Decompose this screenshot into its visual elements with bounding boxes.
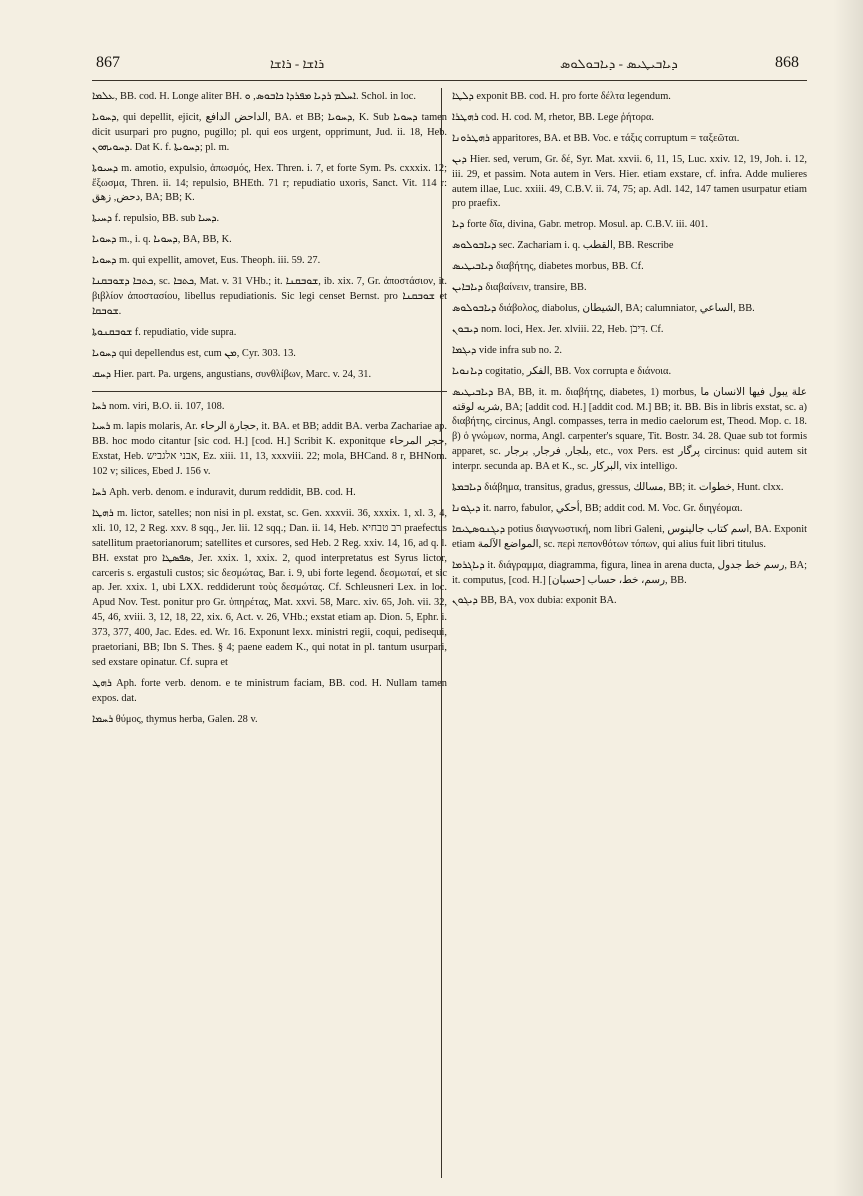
dictionary-entry: ܕܝܢ Hier. sed, verum, Gr. δέ, Syr. Mat. xxvii. 6, 11, 15, Luc. xxiv. 12, 19, Joh. i. 12, iii. 29, et passim. Nota autem in Vers. Hier. etiam exstare, cf. infra. Adde mulieres autem illae, Luc. xxiii. 49, C.B.V. ii. 74, 75; ap. Adl. 142, 147 tamen usurpatur etiam pro praefix. bbox=[452, 153, 807, 210]
page-edge-shadow bbox=[833, 0, 863, 1196]
right-column bbox=[452, 90, 807, 615]
dictionary-entry: ܪܚܐ nom. viri, B.O. ii. 107, 108. bbox=[92, 400, 225, 412]
running-header-right: ܕܝܐܒܝܛܝܣ - ܕܝܐܒܘܠܘܣ bbox=[560, 56, 678, 71]
section-separator bbox=[92, 391, 447, 392]
dictionary-entry: ܪܚܐ Aph. verb. denom. e induravit, durum reddidit, BB. cod. H. bbox=[92, 487, 356, 499]
dictionary-entry: ܪܚܝܐ m. lapis molaris, Ar. حجارة الرحاء, it. BA. et BB; addit BA. verba Zachariae ap. BB. hoc modo citantur [sic cod. H.] [cod. H.] Scribit K. exponitque حجر المرحاء, Exstat, Heb. אבני אלגביש, Ez. xiii. 11, 13, xxxviii. 22; mola, BHCand. 8 r, BHNom. 102 v; silices, Ebed J. 156 v. bbox=[92, 421, 448, 478]
dictionary-entry: ܕܚܝܘܬܐ m. amotio, expulsio, ἀπωσμός, Hex. Thren. i. 7, et forte Sym. Ps. cxxxix. 12; ἔξωσμα, Thren. ii. 14; repulsio, BHEth. 71 r; repudiatio uxoris, Sanct. Vit. 114 r: دحض, زهق, BA; BB; K. bbox=[92, 162, 447, 204]
dictionary-entry: ܕܝܓܡܐ vide infra sub no. 2. bbox=[452, 344, 562, 356]
dictionary-entry: ܪܚܡܐ θύμος, thymus herba, Galen. 28 v. bbox=[92, 713, 258, 725]
dictionary-entry: ܕܠܛܐ exponit BB. cod. H. pro forte δέλτα legendum. bbox=[452, 91, 671, 102]
dictionary-entry: ܕܝܒܘܢ nom. loci, Hex. Jer. xlviii. 22, Heb. דִּיבֹן. Cf. bbox=[452, 323, 664, 335]
dictionary-entry: ܕܝܐܒܘܠܘܣ sec. Zachariam i. q. القطب, BB. Rescribe bbox=[452, 240, 674, 252]
dictionary-entry: ܕܝܓܘܢ BB, BA, vox dubia: exponit BA. bbox=[452, 595, 617, 607]
dictionary-entry: ܕܚܘܝܐ qui depellendus est, cum ܡܢ, Cyr. 303. 13. bbox=[92, 347, 296, 359]
dictionary-entry: ܪܗܛܪܘܢܐ apparitores, BA. et BB. Voc. e τάξις corruptum = ταξεῶται. bbox=[452, 132, 740, 144]
page-number-right: 868 bbox=[775, 54, 799, 71]
dictionary-entry: ܕܚܝܬܐ f. repulsio, BB. sub ܕܚܝܐ. bbox=[92, 213, 220, 225]
dictionary-entry: ܕܚܩ Hier. part. Pa. urgens, angustians, συνθλίβων, Marc. v. 24, 31. bbox=[92, 368, 372, 380]
left-column bbox=[92, 90, 447, 734]
dictionary-entry: ܟܬܒܐ ܕܫܘܒܩܢܐ, sc. ܟܬܒܐ, Mat. v. 31 VHb.; it. ܫܘܒܩܢܐ, ib. xix. 7, Gr. ἀποστάσιον, it. βιβλίον ἀποστασίου, libellus repudiationis. Sic legi censet Bernst. pro ܫܘܒܩܢܐ et ܫܘܒܩܐ. bbox=[92, 276, 448, 317]
dictionary-entry: ܕܝܓܢܘܣܛܝܩܐ potius διαγνωστική, nom libri Galeni, اسم كتاب جالينوس, BA. Exponit etiam المواضع الآلمة, sc. περὶ πεπονθότων τόπων, qui alius fuit libri titulus. bbox=[452, 523, 807, 550]
page-number-left: 867 bbox=[96, 54, 120, 71]
dictionary-entry: ܕܝܐܒܐܝܢ διαβαίνειν, transire, BB. bbox=[452, 282, 587, 294]
dictionary-entry: ܕܝܐܒܝܛܝܣ BA, BB, it. m. διαβήτης, diabetes, 1) morbus, علة يبول فيها الانسان ما شربه لوقته, BA; [addit cod. H.] [addit cod. M.] BB; it. BB. Bis in libris exstat, sc. a) διαβήτης, circinus, Angl. compasses, terra in medio caelorum est, Theod. Mop. c. 18. β) ὁ γνώμων, norma, Angl. carpenter's square, Tit. Bostr. 34. 28. Quae sub tot formis apparet, sc. بلجار, فرجار, برجار, etc., vox Pers. est پرگار circinus: quid autem sit interpr. secunda ap. BA et K., sc. البركار, vix intelligo. bbox=[452, 386, 807, 473]
dictionary-entry: ܕܝܐܒܘܠܘܣ διάβολος, diabolus, الشيطان, BA; calumniator, الساعي, BB. bbox=[452, 302, 755, 314]
dictionary-entry: ܕܝܐ forte δῖα, divina, Gabr. metrop. Mosul. ap. C.B.V. iii. 401. bbox=[452, 219, 708, 231]
running-header-left: ܪܐܫܐ - ܪܐܫܐ bbox=[270, 56, 325, 71]
dictionary-entry: ܪܗܛܐ m. lictor, satelles; non nisi in pl. exstat, sc. Gen. xxxvii. 36, xxxix. 1, xl. 3, 4, xli. 10, 12, 2 Reg. xxv. 8 sqq., Jer. lii. 12 sqq.; Dan. ii. 14, Heb. רב טבחיא praefectus satellitum praetorianorum; satellites et cursores, sed Heb. 2 Reg. xxiv. 14, 16, ad q. l. BH. exstat pro ܣܦܣܛܐ, Jer. xxix. 1, xxix. 2, quod interpretatus est Syrus lictor, carceris s. ergastuli custos; sic δεσμώτας, Bar. i. 9, ubi forte legend. δεσμωταί, et sic ap. Jer. xxix. 1, ubi LXX. reddiderunt τοὺς δεσμώτας. Cf. Schleusneri Lex. in loc. Apud Nov. Test. ponitur pro Gr. ὑπηρέτας, Mat. xxvi. 58, Marc. xiv. 65, Joh. vii. 32, 45, 46, xviii. 3, 12, 18, 22, xix. 6, Act. v. 26, VHb.; exstat etiam ap. Dion. 5, Ephr. i. 373, 377, 400, Jac. Edes. ed. Wr. 16. Exponunt lexx. ministri regii, coqui, pedisequi, praetoriani, BB; Ibn S. Thes. § 4; paene eadem K., qui notat in pl. tantum usurpari, sed exstare opinatur. Cf. supra et bbox=[92, 507, 447, 668]
dictionary-entry: ܕܝܐܓܪܡܐ it. διάγραμμα, diagramma, figura, linea in arena ducta, رسم خط جدول, BA; it. computus, [cod. H.] رسم، خط، حساب [حسبان], BB. bbox=[452, 559, 807, 586]
dictionary-entry: ܕܝܓܘܢܐ it. narro, fabulor, أحكي, BB; addit cod. M. Voc. Gr. διηγέομαι. bbox=[452, 502, 743, 514]
dictionary-entry: ܪܗܛܪܐ cod. H. cod. M, rhetor, BB. Lege ῥήτορα. bbox=[452, 111, 655, 123]
dictionary-entry: ܕܝܐܢܘܝܐ cogitatio, الفكر, BB. Vox corrupta e διάνοια. bbox=[452, 365, 672, 377]
dictionary-entry: ܕܚܘܝܐ m. qui expellit, amovet, Eus. Theoph. iii. 59. 27. bbox=[92, 255, 321, 267]
dictionary-entry: ܕܝܐܒܝܛܝܣ διαβήτης, diabetes morbus, BB. Cf. bbox=[452, 261, 644, 273]
dictionary-entry: ܕܝܐܒܡܬܐ διάβημα, transitus, gradus, gressus, مسالك, BB; it. خطوات, Hunt. clxx. bbox=[452, 482, 784, 494]
dictionary-entry: ܫܘܒܩܢܘܬܐ f. repudiatio, vide supra. bbox=[92, 326, 237, 338]
dictionary-entry: ܕܚܘܝܐ, qui depellit, ejicit, الداحض الدافع, BA. et BB; ܕܚܘܝܐ, K. Sub ܕܚܘܝܐ tamen dicit usurpari pro pugno, pugillo; pl. qui eos urgent, opprimunt, Jud. ii. 18, Heb. ܕܚܘܝܗܘܢ. Dat K. f. ܕܚܘܝܬܐ; pl. m. bbox=[92, 111, 447, 153]
dictionary-entry: ܕܚܘܝܐ m., i. q. ܕܚܘܝܐ, BA, BB, K. bbox=[92, 234, 232, 246]
header-rule bbox=[92, 80, 807, 81]
dictionary-entry: ܪܗܛ Aph. forte verb. denom. e te ministrum faciam, BB. cod. H. Nullam tamen expos. dat. bbox=[92, 677, 447, 704]
dictionary-entry: ܥܠܡܐ, BB. cod. H. Longe aliter BH. ܐܚܠܡ ܪܕܝܐ ܡܦܪܕܐ ܟܐܒܘܣ, ܘ. Schol. in loc. bbox=[92, 91, 416, 102]
